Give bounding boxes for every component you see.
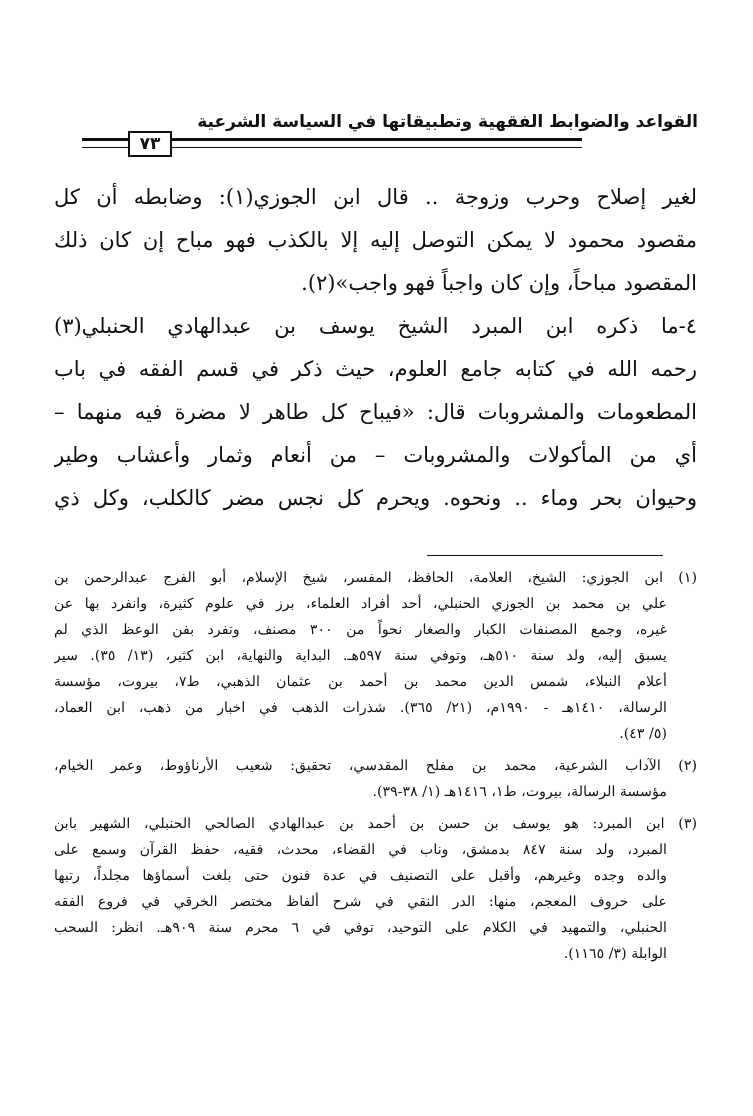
main-text [54, 176, 697, 520]
footnote-line: علي بن محمد بن الجوزي الحنبلي، أحد أفراد العلماء، برز في علوم كثيرة، وانفرد بها عن [54, 596, 667, 612]
page-number: ٧٣ [128, 131, 172, 157]
footnote-line: غيره، وجمع المصنفات الكبار والصغار نحواً من ٣٠٠ مصنف، وتفرد بفن الوعظ الذي لم [54, 622, 667, 638]
body-line: المطعومات والمشروبات قال: «فيباح كل طاهر لا مضرة فيه منهما – [54, 400, 697, 424]
footnote-line: الرسالة، ١٤١٠هـ - ١٩٩٠م، (٢١/ ٣٦٥). شذرات الذهب في اخبار من ذهب، ابن العماد، [54, 700, 668, 716]
footnote-line: (٥/ ٤٣). [619, 726, 667, 742]
body-line: المقصود مباحاً، وإن كان واجباً فهو واجب»(٢). [301, 271, 697, 295]
header-rule-left [82, 138, 118, 148]
footnote-line: المبرد، ولد سنة ٨٤٧ بدمشق، وناب في القضاء، محدث، فقيه، حفظ القرآن وسمع على [54, 842, 667, 858]
body-line: ٤-ما ذكره ابن المبرد الشيخ يوسف بن عبدالهادي الحنبلي(٣) [54, 314, 697, 338]
footnotes [54, 566, 697, 974]
footnote-line: (٢) الآداب الشرعية، محمد بن مفلح المقدسي، تحقيق: شعيب الأرناؤوط، وعمر الخيام، [54, 758, 697, 774]
running-header-title: القواعد والضوابط الفقهية وتطبيقاتها في السياسة الشرعية [197, 112, 698, 132]
footnote-line: على حروف المعجم، منها: الدر النقي في شرح ألفاظ مختصر الخرقي في فروع الفقه [54, 894, 667, 910]
footnote-3 [54, 812, 697, 968]
footnote-1 [54, 566, 697, 748]
footnote-2 [54, 754, 697, 806]
body-line: لغير إصلاح وحرب وزوجة .. قال ابن الجوزي(١): وضابطه أن كل [54, 185, 697, 209]
body-line: مقصود محمود لا يمكن التوصل إليه إلا بالكذب فهو مباح إن كان ذلك [54, 228, 697, 252]
footnote-line: (١) ابن الجوزي: الشيخ، العلامة، الحافظ، المفسر، شيخ الإسلام، أبو الفرج عبدالرحمن بن [54, 570, 697, 586]
footnote-line: والده وجده وغيرهم، وأقبل على التصنيف في عدة فنون حتى بلغت أسماؤها مجلداً، رتبها [54, 868, 667, 884]
body-line: رحمه الله في كتابه جامع العلوم، حيث ذكر في قسم الفقه في باب [54, 357, 697, 381]
footnote-line: الحنبلي، والتمهيد في الكلام على التوحيد، توفي في ٦ محرم سنة ٩٠٩هـ. انظر: السحب [54, 920, 667, 936]
footnote-line: (٣) ابن المبرد: هو يوسف بن حسن بن أحمد بن عبدالهادي الصالحي الحنبلي، الشهير بابن [54, 816, 697, 832]
footnote-separator [427, 555, 663, 556]
footnote-line: الوابلة (٣/ ١١٦٥). [563, 946, 667, 962]
footnote-line: مؤسسة الرسالة، بيروت، ط١، ١٤١٦هـ (١/ ٣٨-٣٩). [372, 784, 667, 800]
body-line: أي من المأكولات والمشروبات – من أنعام وثمار وأعشاب وطير [54, 443, 697, 467]
footnote-line: يسبق إليه، ولد سنة ٥١٠هـ، وتوفي سنة ٥٩٧هـ. البداية والنهاية، ابن كثير، (١٣/ ٣٥). سير [54, 648, 668, 664]
footnote-line: أعلام النبلاء، شمس الدين محمد بن أحمد بن عثمان الذهبي، ط٧، بيروت، مؤسسة [54, 674, 667, 690]
body-line: وحيوان بحر وماء .. ونحوه. ويحرم كل نجس مضر كالكلب، وكل ذي [54, 486, 697, 510]
